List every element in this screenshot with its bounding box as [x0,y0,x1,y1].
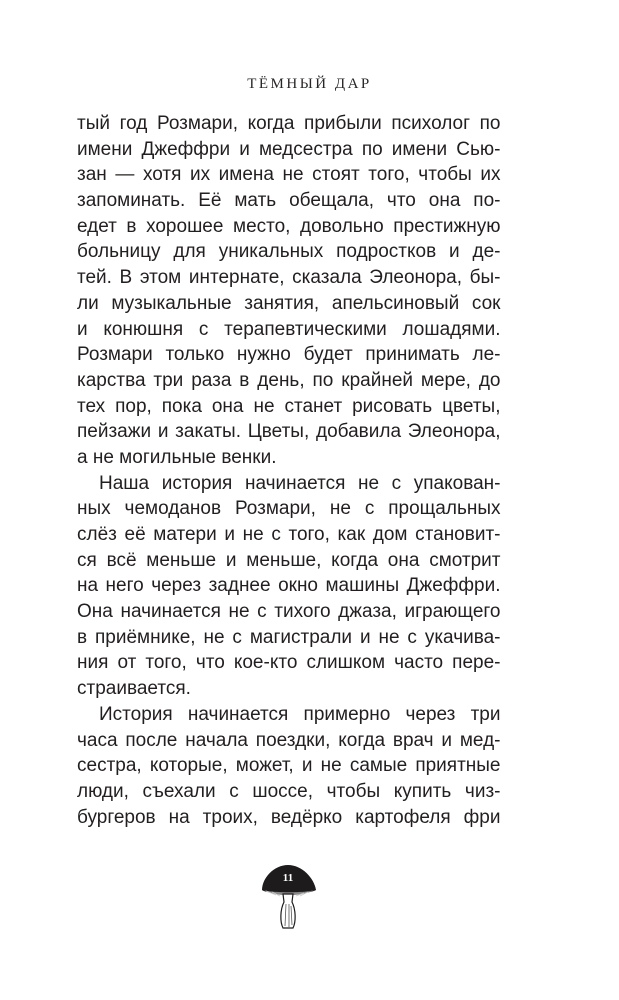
text-line-row [77,753,501,779]
text-line: Розмари только нужно будет принимать ле- [77,344,501,366]
text-line-row [77,599,501,625]
text-line-row [77,548,501,574]
text-line: бургеров на троих, ведёрко картофеля фри [77,806,501,828]
text-line: Она начинается не с тихого джаза, играющего [77,601,501,623]
text-line: сестра, которые, может, и не самые приятные [77,755,501,777]
text-line-row [77,239,501,265]
text-line: ных чемоданов Розмари, не с прощальных [77,498,501,520]
text-line-row [77,419,501,445]
text-line: тый год Розмари, когда прибыли психолог по [77,113,501,134]
text-line-row [77,676,501,702]
text-line-row [77,496,501,522]
text-line-row [77,471,501,497]
text-line-row [77,214,501,240]
text-line-row [77,445,501,471]
text-line-row [77,625,501,651]
text-line: слёз её матери и не с того, как дом становит- [77,524,501,545]
text-line-row [77,728,501,754]
text-line-row [77,394,501,420]
text-line-row [77,162,501,188]
body-text [77,111,501,830]
text-line: и конюшня с терапевтическими лошадями. [77,318,501,340]
text-line: а не могильные венки. [77,446,277,468]
text-line: История начинается примерно через три [99,703,501,725]
text-line: зан — хотя их имена не стоят того, чтобы их [77,164,501,186]
text-line: запоминать. Её мать обещала, что она по- [77,190,501,212]
text-line: на него через заднее окно машины Джеффри. [77,575,501,597]
text-line-row [77,573,501,599]
text-line: ли музыкальные занятия, апельсиновый сок [77,292,501,314]
text-line-row [77,522,501,548]
text-line-row [77,779,501,805]
text-line: карства три раза в день, по крайней мере, до [77,369,501,391]
text-line: ния от того, что кое-кто слишком часто пере- [77,652,501,674]
text-line: пейзажи и закаты. Цветы, добавила Элеонора, [77,421,501,443]
text-line-row [77,368,501,394]
text-line-row [77,291,501,317]
text-line: тей. В этом интернате, сказала Элеонора, бы- [77,267,501,289]
running-header: ТЁМНЫЙ ДАР [247,76,372,92]
text-line: имени Джеффри и медсестра по имени Сью- [77,138,501,160]
text-line-row [77,342,501,368]
text-line: в приёмнике, не с магистрали и не с укачива- [77,626,501,648]
text-line-row [77,137,501,163]
text-line-row [77,265,501,291]
text-line-row [77,188,501,214]
text-line: часа после начала поездки, когда врач и мед- [77,729,501,751]
page-number: 11 [282,872,294,884]
text-line: страивается. [77,678,191,700]
text-line-row [77,805,501,831]
text-line-row [77,702,501,728]
text-line: ся всё меньше и меньше, когда она смотрит [77,549,501,571]
page-number-mushroom [256,862,320,932]
text-line: тех пор, пока она не станет рисовать цветы, [77,395,501,417]
text-line: Наша история начинается не с упакован- [99,472,501,494]
text-line: люди, съехали с шоссе, чтобы купить чиз- [77,780,501,802]
text-line-row [77,111,501,137]
text-line-row [77,317,501,343]
text-line: едет в хорошее место, довольно престижную [77,215,501,237]
text-line: больницу для уникальных подростков и де- [77,241,501,263]
text-line-row [77,650,501,676]
